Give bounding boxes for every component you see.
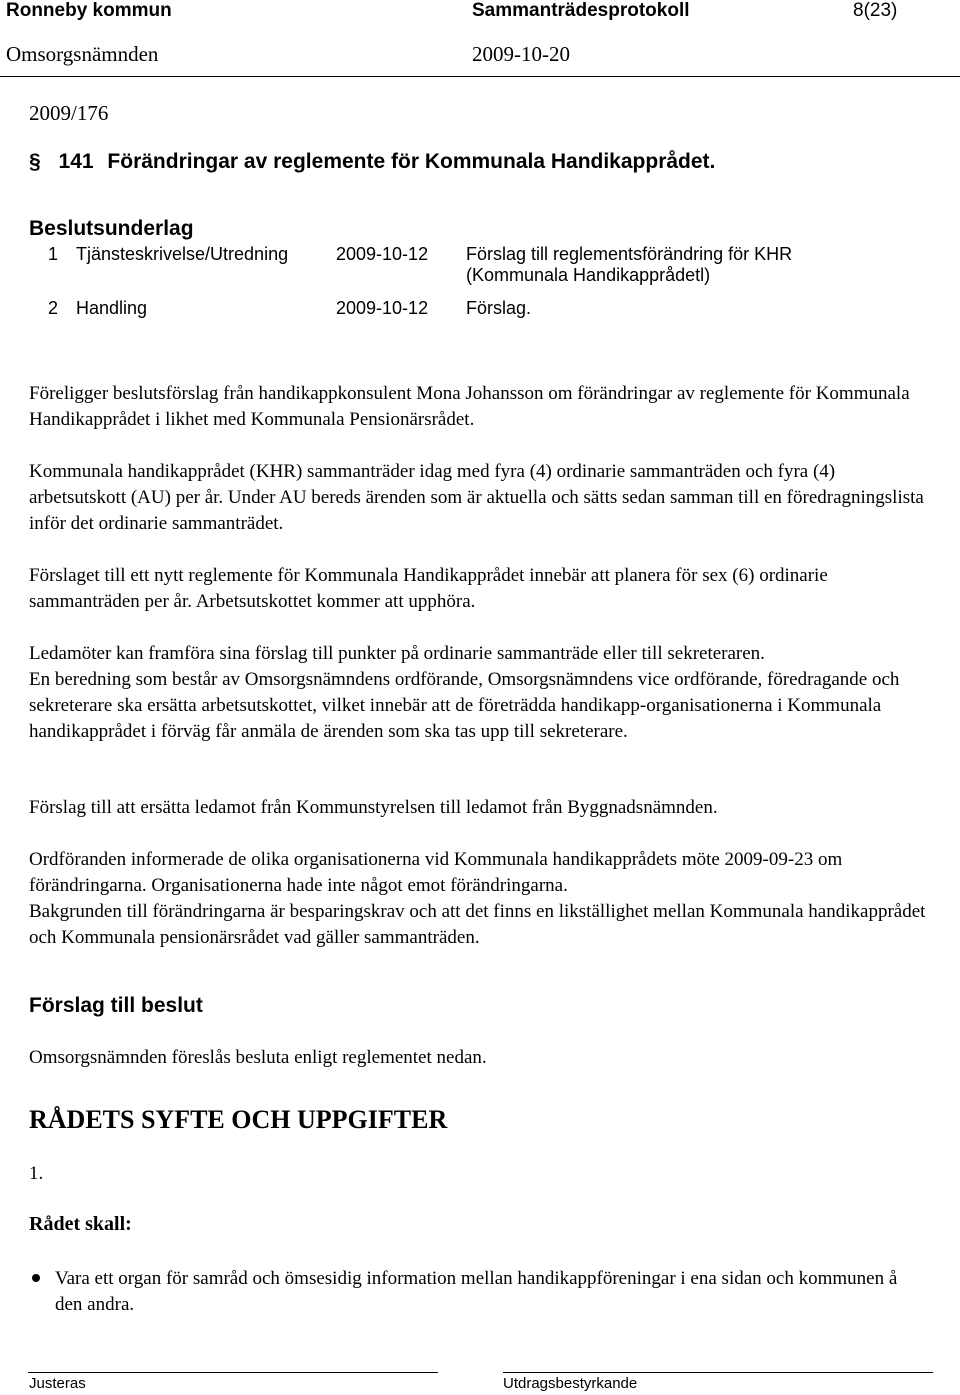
proposal-paragraph	[29, 1045, 934, 1071]
paragraph-4	[29, 641, 934, 745]
section-title-text: Förändringar av reglemente för Kommunala Handikapprådet.	[107, 150, 716, 173]
header-municipality: Ronneby kommun	[6, 0, 172, 21]
paragraph-1	[29, 381, 934, 433]
header-doc-type: Sammanträdesprotokoll	[472, 0, 690, 21]
header-divider	[0, 76, 960, 77]
basis-item-1-num: 1	[48, 244, 59, 264]
basis-item-1-desc-cont: (Kommunala Handikapprådetl)	[466, 265, 711, 285]
regulation-subheading: Rådet skall:	[29, 1213, 132, 1235]
basis-item-2-num: 2	[48, 298, 59, 318]
basis-item-2-desc: Förslag.	[466, 298, 532, 318]
regulation-bullet-text: Vara ett organ för samråd och ömsesidig information mellan handikappföreningar i ena sidan och kommunen å den andra.	[55, 1268, 898, 1315]
proposal-text: Omsorgsnämnden föreslås besluta enligt reglementet nedan.	[29, 1047, 487, 1068]
regulation-heading: RÅDETS SYFTE OCH UPPGIFTER	[29, 1105, 448, 1134]
footer-divider-right	[503, 1372, 933, 1373]
paragraph-6	[29, 847, 934, 951]
basis-item-1-date: 2009-10-12	[336, 244, 429, 264]
header-date: 2009-10-20	[472, 42, 570, 66]
footer-utdragsbestyrkande: Utdragsbestyrkande	[503, 1375, 638, 1392]
basis-item-1-doc: Tjänsteskrivelse/Utredning	[76, 244, 289, 264]
proposal-heading: Förslag till beslut	[29, 994, 203, 1017]
section-title	[29, 150, 715, 174]
paragraph-3	[29, 563, 934, 615]
paragraph-6b-text: Bakgrunden till förändringarna är besparingskrav och att det finns en likställighet mellan Kommunala handikapprådet och Kommunala pensionärsrådet vad gäller sammanträden.	[29, 901, 926, 948]
header-page-number: 8(23)	[853, 0, 898, 21]
regulation-bullet-item	[55, 1266, 915, 1318]
paragraph-4b-text: En beredning som består av Omsorgsnämndens ordförande, Omsorgsnämndens vice ordförande, föredragande och sekreterare ska ersätta arbetsutskottet, vilket innebär att de företrädda handikapp-organisationerna i Kommunala handikapprådet i förväg får anmäla de ärenden som ska tas upp till sekreterare.	[29, 669, 900, 742]
paragraph-2	[29, 459, 934, 537]
paragraph-5-text: Förslag till att ersätta ledamot från Kommunstyrelsen till ledamot från Byggnadsnämnden.	[29, 797, 718, 818]
section-number: 141	[58, 150, 94, 173]
footer-justeras: Justeras	[29, 1375, 86, 1392]
paragraph-6a-text: Ordföranden informerade de olika organisationerna vid Kommunala handikapprådets möte 2009-09-23 om förändringarna. Organisationerna hade inte något emot förändringarna.	[29, 849, 843, 896]
section-symbol: §	[29, 150, 41, 173]
case-number: 2009/176	[29, 101, 109, 125]
paragraph-1-text: Föreligger beslutsförslag från handikappkonsulent Mona Johansson om förändringar av reglemente för Kommunala Handikapprådet i likhet med Kommunala Pensionärsrådet.	[29, 383, 910, 430]
footer-divider-left	[28, 1372, 438, 1373]
header-committee: Omsorgsnämnden	[6, 42, 159, 66]
paragraph-4a-text: Ledamöter kan framföra sina förslag till punkter på ordinarie sammanträde eller till sekreteraren.	[29, 643, 765, 664]
paragraph-3-text: Förslaget till ett nytt reglemente för Kommunala Handikapprådet innebär att planera för sex (6) ordinarie sammanträden per år. Arbetsutskottet kommer att upphöra.	[29, 565, 828, 612]
basis-item-2-doc: Handling	[76, 298, 148, 318]
bullet-marker	[32, 1274, 40, 1282]
paragraph-2-text: Kommunala handikapprådet (KHR) sammanträder idag med fyra (4) ordinarie sammanträden och fyra (4) arbetsutskott (AU) per år. Under AU bereds ärenden som är aktuella och sätts sedan samman till en föredragningslista inför det ordinarie sammanträdet.	[29, 461, 924, 534]
basis-item-1-desc: Förslag till reglementsförändring för KHR	[466, 244, 793, 264]
basis-heading: Beslutsunderlag	[29, 217, 194, 240]
paragraph-5	[29, 795, 934, 821]
basis-item-2-date: 2009-10-12	[336, 298, 429, 318]
regulation-section-number: 1.	[29, 1163, 44, 1184]
